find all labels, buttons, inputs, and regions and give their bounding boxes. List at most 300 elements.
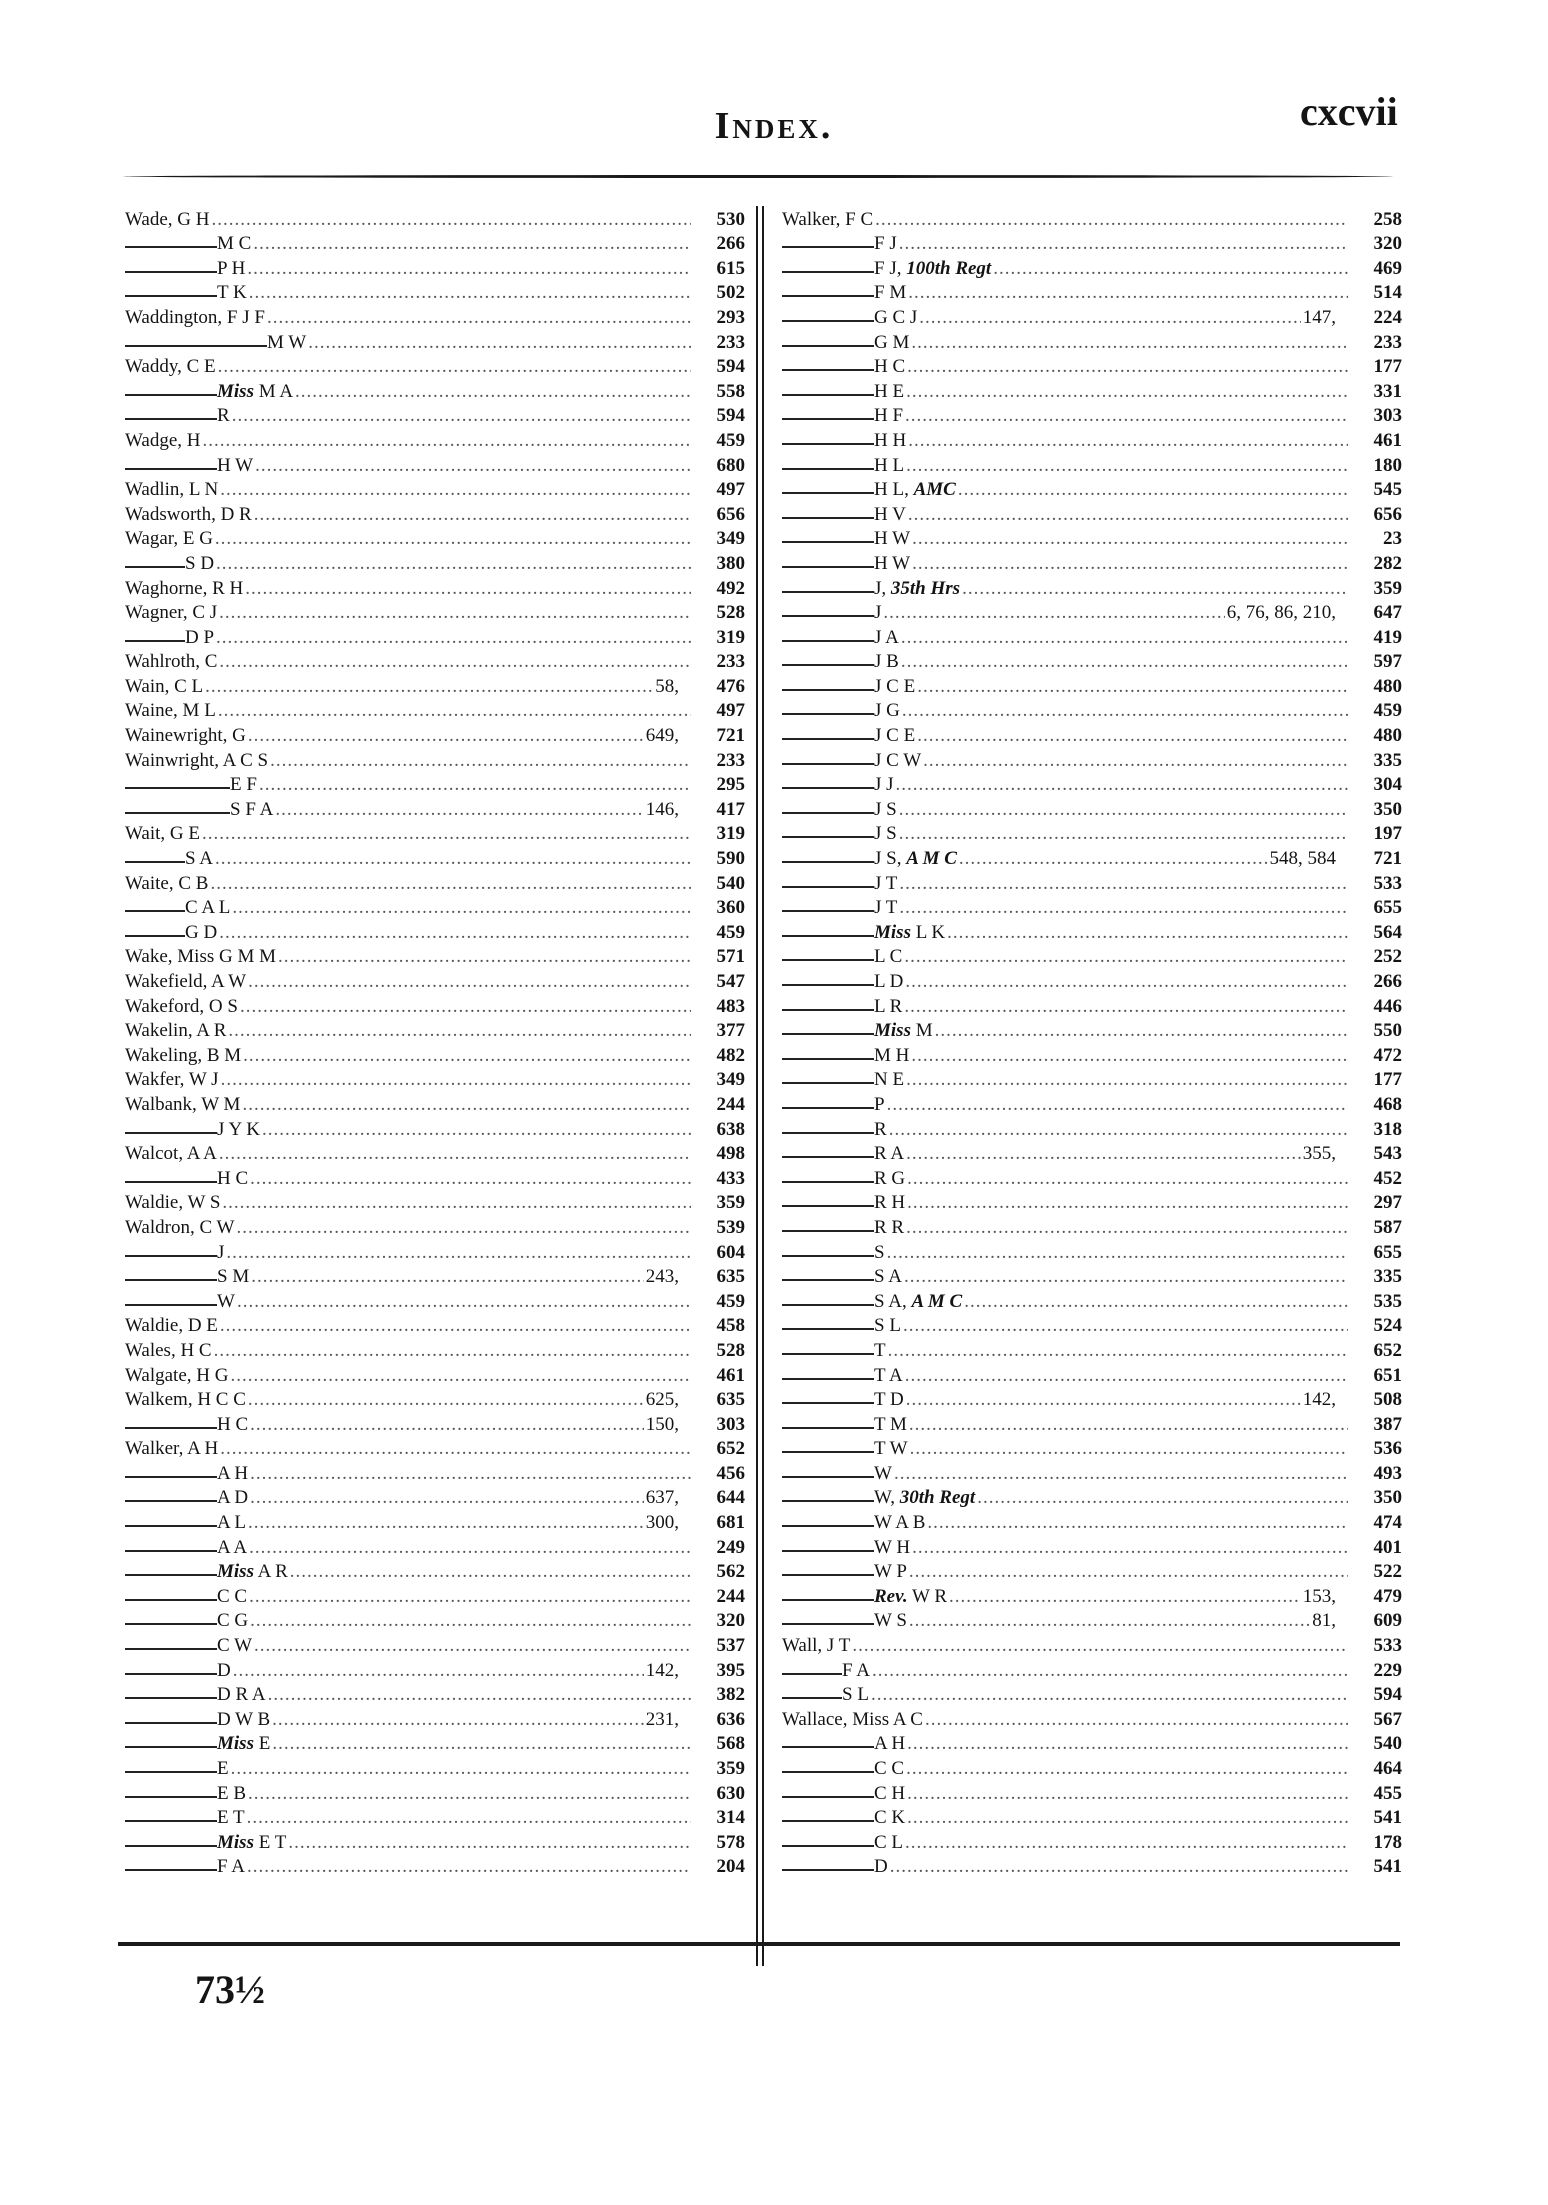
entry-name: D W B [217, 1708, 271, 1730]
page-reference: 638 [716, 1118, 745, 1140]
page-reference: 314 [716, 1807, 745, 1829]
dot-leader [977, 1488, 1348, 1508]
dot-leader [228, 1021, 691, 1041]
ditto-dash [782, 1378, 874, 1380]
ditto-dash [782, 787, 874, 789]
dot-leader [896, 775, 1348, 795]
dot-leader [883, 603, 1224, 623]
entry-name: H W [217, 454, 254, 476]
dot-leader [247, 1857, 691, 1877]
page-reference: 656 [716, 503, 745, 525]
ditto-dash [125, 1623, 217, 1625]
page-reference: 590 [716, 848, 745, 870]
ditto-dash [782, 1746, 874, 1748]
index-entry [125, 1090, 745, 1115]
page-reference: 233 [716, 651, 745, 673]
entry-name: Walkem, H C C [125, 1389, 246, 1411]
entry-name: N E [874, 1069, 905, 1091]
index-entry [125, 1115, 745, 1140]
page-reference: 635 [716, 1389, 745, 1411]
entry-name: S F A [230, 798, 274, 820]
ditto-dash [782, 418, 874, 420]
page-reference: 318 [1373, 1118, 1402, 1140]
index-entry [125, 1041, 745, 1066]
page-reference: 433 [716, 1167, 745, 1189]
dot-leader [905, 1366, 1348, 1386]
entry-name: A H [217, 1462, 249, 1484]
index-entry [782, 1582, 1402, 1607]
additional-pages: 231, [645, 1708, 679, 1730]
index-entry [125, 648, 745, 673]
index-entry [125, 1189, 745, 1214]
entry-name: Wakefield, A W [125, 971, 247, 992]
entry-name: Waldron, C W [125, 1216, 235, 1238]
entry-name: F A [842, 1659, 870, 1681]
dot-leader [901, 628, 1348, 648]
dot-leader [250, 1464, 691, 1484]
index-entry [782, 1435, 1402, 1460]
page-reference: 540 [1373, 1733, 1402, 1755]
entry-name: P H [217, 257, 246, 279]
entry-name: Wahlroth, C [125, 651, 218, 673]
entry-name: H L, AMC [874, 479, 956, 501]
additional-pages: 147, [1302, 306, 1336, 328]
entry-name: S L [842, 1684, 869, 1706]
page-reference: 721 [716, 725, 745, 747]
dot-leader [220, 1316, 691, 1336]
index-entry [125, 1386, 745, 1411]
dot-leader [852, 1636, 1348, 1656]
index-entry [125, 1754, 745, 1779]
index-entry [782, 992, 1402, 1017]
entry-name: T [874, 1339, 886, 1361]
entry-name: W [874, 1462, 892, 1484]
dot-leader [248, 1390, 644, 1410]
ditto-dash [782, 935, 874, 937]
index-entry [125, 943, 745, 968]
dot-leader [232, 898, 691, 918]
index-entry [125, 672, 745, 697]
dot-leader [912, 554, 1348, 574]
index-entry [782, 1631, 1402, 1656]
index-entry [125, 721, 745, 746]
entry-name: Wadge, H [125, 429, 201, 451]
dot-leader [927, 1513, 1348, 1533]
ditto-dash [782, 1058, 874, 1060]
page-reference: 522 [1373, 1561, 1402, 1583]
ditto-dash [782, 591, 874, 593]
page-reference: 331 [1373, 380, 1402, 402]
entry-name: Waddington, F J F [125, 306, 265, 328]
entry-name: S M [217, 1266, 250, 1288]
index-entry [125, 1508, 745, 1533]
index-entry [125, 476, 745, 501]
entry-name: E F [230, 774, 257, 796]
dot-leader [250, 1488, 644, 1508]
ditto-dash [125, 1427, 217, 1429]
page-reference: 461 [1373, 429, 1402, 451]
dot-leader [295, 382, 691, 402]
index-entry [782, 844, 1402, 869]
entry-name: H C [217, 1413, 249, 1435]
top-rule [123, 175, 1393, 178]
index-entry [782, 820, 1402, 845]
entry-name: W A B [874, 1512, 926, 1534]
entry-name: T M [874, 1413, 907, 1435]
page-reference: 335 [1373, 749, 1402, 771]
entry-name: G C J [874, 306, 918, 328]
index-entry [125, 574, 745, 599]
ditto-dash [782, 1107, 874, 1109]
entry-name: W P [874, 1561, 907, 1583]
ditto-dash [125, 1673, 217, 1675]
dot-leader [906, 1759, 1348, 1779]
dot-leader [247, 259, 691, 279]
index-entry [125, 1361, 745, 1386]
dot-leader [272, 1710, 644, 1730]
page-reference: 472 [1373, 1044, 1402, 1066]
ditto-dash [782, 1402, 874, 1404]
entry-name: Wainewright, G [125, 725, 246, 747]
page-reference: 295 [716, 774, 745, 796]
index-entry [782, 1386, 1402, 1411]
entry-name: Wait, G E [125, 823, 200, 845]
page-reference: 266 [1373, 971, 1402, 992]
ditto-dash [782, 443, 874, 445]
ditto-dash [782, 861, 874, 863]
page-reference: 680 [716, 454, 745, 476]
entry-name: S A [185, 848, 213, 870]
entry-name: T A [874, 1364, 903, 1386]
ditto-dash [125, 1279, 217, 1281]
dot-leader [218, 701, 691, 721]
page-reference: 541 [1373, 1856, 1402, 1878]
ditto-dash [782, 1697, 842, 1699]
page-reference: 461 [716, 1364, 745, 1386]
page-reference: 474 [1373, 1512, 1402, 1534]
ditto-dash [125, 1796, 217, 1798]
page-reference: 647 [1373, 602, 1402, 624]
entry-name: A D [217, 1487, 249, 1509]
index-entry [125, 1730, 745, 1755]
page-reference: 480 [1373, 725, 1402, 747]
dot-leader [219, 923, 691, 943]
ditto-dash [782, 1623, 874, 1625]
page-reference: 233 [716, 749, 745, 771]
entry-name: F J [874, 233, 897, 255]
index-entry [782, 279, 1402, 304]
dot-leader [888, 1341, 1348, 1361]
dot-leader [887, 1243, 1348, 1263]
entry-name: S D [185, 552, 215, 574]
entry-name: Walgate, H G [125, 1364, 229, 1386]
dot-leader [871, 1685, 1348, 1705]
ditto-dash [125, 468, 217, 470]
entry-name: C C [874, 1758, 905, 1779]
dot-leader [249, 283, 691, 303]
index-entry [782, 1287, 1402, 1312]
dot-leader [899, 874, 1348, 894]
index-entry [125, 500, 745, 525]
index-entry [782, 402, 1402, 427]
ditto-dash [125, 1500, 217, 1502]
index-entry [782, 1681, 1402, 1706]
index-entry [125, 1779, 745, 1804]
entry-name: Wakeling, B M [125, 1044, 242, 1066]
ditto-dash [125, 1304, 217, 1306]
index-entry [782, 500, 1402, 525]
index-entry [125, 205, 745, 230]
entry-name: J, 35th Hrs [874, 577, 961, 599]
page-reference: 630 [716, 1782, 745, 1804]
entry-name: H E [874, 380, 905, 402]
entry-name: Walcot, A A [125, 1143, 217, 1165]
page-reference: 562 [716, 1561, 745, 1583]
entry-name: S A [874, 1266, 902, 1288]
ditto-dash [782, 1033, 874, 1035]
entry-name: S L [874, 1315, 901, 1337]
dot-leader [875, 210, 1348, 230]
entry-name: J Y K [217, 1118, 260, 1140]
index-entry [782, 476, 1402, 501]
dot-leader [214, 1341, 691, 1361]
entry-name: H F [874, 405, 904, 427]
index-entry [125, 1853, 745, 1878]
entry-name: S [874, 1241, 885, 1263]
dot-leader [902, 701, 1348, 721]
page-reference: 180 [1373, 454, 1402, 476]
entry-name: J A [874, 626, 899, 648]
index-entry [125, 1828, 745, 1853]
entry-name: Miss L K [874, 921, 946, 943]
index-entry [782, 1213, 1402, 1238]
page-reference: 224 [1373, 306, 1402, 328]
ditto-dash [782, 468, 874, 470]
entry-name: H V [874, 503, 906, 525]
dot-leader [890, 1857, 1348, 1877]
ditto-dash [782, 1550, 874, 1552]
page-reference: 536 [1373, 1438, 1402, 1460]
additional-pages: 243, [645, 1266, 679, 1288]
dot-leader [947, 923, 1348, 943]
entry-name: C H [874, 1782, 906, 1804]
dot-leader [925, 1710, 1348, 1730]
ditto-dash [782, 1525, 874, 1527]
dot-leader [904, 1267, 1348, 1287]
index-entry [782, 230, 1402, 255]
dot-leader [904, 947, 1348, 967]
ditto-dash [782, 566, 874, 568]
page-reference: 320 [716, 1610, 745, 1632]
index-entry [125, 1312, 745, 1337]
entry-name: S A, A M C [874, 1290, 963, 1312]
dot-leader [905, 1833, 1348, 1853]
entry-name: J T [874, 897, 898, 919]
ditto-dash [125, 812, 230, 814]
entry-name: Waite, C B [125, 872, 209, 894]
dot-leader [222, 1193, 691, 1213]
dot-leader [237, 1292, 691, 1312]
ditto-dash [782, 1255, 874, 1257]
dot-leader [935, 1021, 1348, 1041]
ditto-dash [782, 1500, 874, 1502]
dot-leader [268, 1685, 691, 1705]
page-reference: 502 [716, 282, 745, 304]
page-reference: 456 [716, 1462, 745, 1484]
page-reference: 656 [1373, 503, 1402, 525]
page-reference: 335 [1373, 1266, 1402, 1288]
entry-name: Miss M [874, 1020, 933, 1042]
entry-name: Wade, G H [125, 208, 210, 230]
page-reference: 543 [1373, 1143, 1402, 1165]
page-reference: 609 [1373, 1610, 1402, 1632]
dot-leader [958, 480, 1348, 500]
index-entry [782, 1828, 1402, 1853]
page-reference: 382 [716, 1684, 745, 1706]
entry-name: R [217, 405, 230, 427]
ditto-dash [782, 664, 874, 666]
entry-name: Waddy, C E [125, 356, 216, 378]
additional-pages: 300, [645, 1512, 679, 1534]
entry-name: Wainwright, A C S [125, 749, 269, 771]
dot-leader [949, 1587, 1301, 1607]
dot-leader [872, 1661, 1348, 1681]
entry-name: P [874, 1093, 885, 1115]
index-entry [782, 328, 1402, 353]
ditto-dash [125, 1845, 217, 1847]
ditto-dash [782, 1230, 874, 1232]
page-reference: 476 [716, 675, 745, 697]
entry-name: C A L [185, 897, 231, 919]
ditto-dash [782, 640, 874, 642]
index-entry [782, 1607, 1402, 1632]
index-entry [782, 918, 1402, 943]
page-title: Index. [714, 105, 834, 147]
page-reference: 204 [716, 1856, 745, 1878]
page-reference: 244 [716, 1585, 745, 1607]
dot-leader [906, 1218, 1348, 1238]
ditto-dash [782, 517, 874, 519]
page-reference: 479 [1373, 1585, 1402, 1607]
index-entry [782, 1312, 1402, 1337]
index-entry [125, 1484, 745, 1509]
additional-pages: 548, 584 [1269, 848, 1336, 870]
page-reference: 350 [1373, 1487, 1402, 1509]
entry-name: M W [267, 331, 307, 353]
page-reference: 303 [1373, 405, 1402, 427]
page-reference: 395 [716, 1659, 745, 1681]
ditto-dash [782, 1328, 874, 1330]
entry-name: H C [217, 1167, 249, 1189]
index-entry [125, 1066, 745, 1091]
dot-leader [907, 1784, 1348, 1804]
ditto-dash [125, 418, 217, 420]
index-entry [782, 746, 1402, 771]
page-reference: 266 [716, 233, 745, 255]
page-reference: 681 [716, 1512, 745, 1534]
additional-pages: 6, 76, 86, 210, [1226, 602, 1336, 624]
dot-leader [908, 431, 1348, 451]
ditto-dash [782, 1353, 874, 1355]
page-reference: 359 [1373, 577, 1402, 599]
index-entry [782, 205, 1402, 230]
dot-leader [219, 1144, 691, 1164]
dot-leader [254, 1636, 691, 1656]
index-entry [125, 795, 745, 820]
entry-name: W, 30th Regt [874, 1487, 976, 1509]
index-entry [782, 1656, 1402, 1681]
ditto-dash [782, 1820, 874, 1822]
ditto-dash [125, 861, 185, 863]
ditto-dash [782, 1009, 874, 1011]
dot-leader [218, 357, 691, 377]
index-entry [125, 377, 745, 402]
index-entry [782, 574, 1402, 599]
page-reference: 468 [1373, 1093, 1402, 1115]
dot-leader [232, 406, 691, 426]
index-entry [125, 599, 745, 624]
entry-name: Waldie, D E [125, 1315, 218, 1337]
page-reference: 571 [716, 946, 745, 968]
ditto-dash [782, 1181, 874, 1183]
index-entry [782, 1853, 1402, 1878]
page-reference: 244 [716, 1093, 745, 1115]
page-reference: 721 [1373, 848, 1402, 870]
ditto-dash [125, 246, 217, 248]
entry-name: W H [874, 1536, 911, 1558]
entry-name: L C [874, 946, 903, 968]
index-entry [125, 1631, 745, 1656]
dot-leader [901, 652, 1348, 672]
index-entry [125, 1263, 745, 1288]
entry-name: H C [874, 356, 906, 378]
entry-name: G M [874, 331, 910, 353]
page-reference: 497 [716, 479, 745, 501]
entry-name: Wales, H C [125, 1339, 212, 1361]
dot-leader [907, 1808, 1348, 1828]
index-entry [782, 1754, 1402, 1779]
entry-name: D [217, 1659, 231, 1681]
index-entry [782, 353, 1402, 378]
dot-leader [912, 529, 1348, 549]
page-reference: 401 [1373, 1536, 1402, 1558]
dot-leader [899, 898, 1348, 918]
dot-leader [894, 1464, 1348, 1484]
index-entry [782, 254, 1402, 279]
entry-name: Wall, J T [782, 1635, 851, 1657]
dot-leader [923, 751, 1348, 771]
ditto-dash [125, 1255, 217, 1257]
dot-leader [919, 308, 1300, 328]
dot-leader [219, 603, 691, 623]
index-entry [125, 1533, 745, 1558]
dot-leader [259, 775, 691, 795]
dot-leader [905, 972, 1348, 992]
ditto-dash [125, 1771, 217, 1773]
entry-name: J C E [874, 725, 916, 747]
index-entry [125, 1287, 745, 1312]
ditto-dash [782, 1205, 874, 1207]
index-entry [125, 254, 745, 279]
page-reference: 508 [1373, 1389, 1402, 1411]
entry-name: Wake, Miss G M M [125, 946, 276, 968]
index-entry [125, 918, 745, 943]
index-entry [125, 353, 745, 378]
entry-name: Walker, F C [782, 208, 874, 230]
dot-leader [906, 382, 1348, 402]
index-entry [782, 1410, 1402, 1435]
entry-name: R H [874, 1192, 906, 1214]
